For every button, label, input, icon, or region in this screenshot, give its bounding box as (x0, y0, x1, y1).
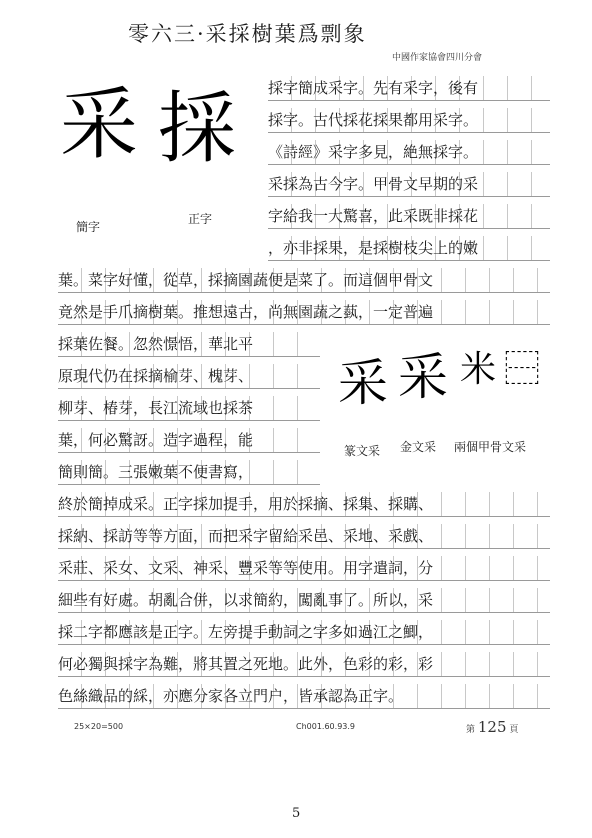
text-line: 色絲織品的綵，亦應分家各立門户，皆承認為正字。 (58, 684, 550, 709)
text-line: 采莊、采女、文采、神采、豐采等等使用。用字遣詞，分 (58, 556, 550, 581)
text-line: ，亦非採果，是採樹枝尖上的嫩 (268, 236, 550, 261)
text-line: 采採為古今字。甲骨文早期的采 (268, 172, 550, 197)
page-number-handwritten: 125 (477, 718, 507, 736)
oracle-glyph-seal: 采 (338, 354, 388, 412)
caption-bronze: 金文采 (400, 440, 437, 454)
caption-standard: 正字 (188, 212, 213, 226)
text-line: 柳芽、椿芽，長江流域也採茶 (58, 396, 320, 421)
text-line: 原現代仍在採摘榆芽、槐芽、 (58, 364, 320, 389)
text-line: 採納、採訪等等方面，而把采字留給采邑、采地、采戲、 (58, 524, 550, 549)
oracle-glyph-bone-1: 米 (460, 349, 497, 390)
text-line: 採字簡成采字。先有采字，後有 (268, 76, 550, 101)
page-label-post: 頁 (509, 725, 519, 735)
text-line: 《詩經》采字多見，絶無採字。 (268, 140, 550, 165)
text-line: 簡則簡。三張嫩葉不便書寫， (58, 460, 320, 485)
text-line: 葉，何必驚訝。造字過程，能 (58, 428, 320, 453)
big-char-standard: 採 (158, 84, 237, 174)
text-line: 採二字都應該是正字。左旁提手動詞之字多如過江之鯽， (58, 620, 550, 645)
text-line: 何必獨與採字為難，將其置之死地。此外，色彩的彩，彩 (58, 652, 550, 677)
manuscript-code: Ch001.60.93.9 (296, 722, 356, 731)
text-line: 竟然是手爪摘樹葉。推想遠古，尚無園蔬之蓺，一定普遍 (58, 300, 550, 325)
page-title: 零六三·采採樹葉爲剽象 (128, 22, 367, 46)
page-label-pre: 第 (466, 725, 476, 735)
text-line: 細些有好處。胡亂合併，以求簡約，闖亂事了。所以，采 (58, 588, 550, 613)
organization-stamp: 中國作家協會四川分會 (392, 53, 483, 63)
oracle-glyph-bronze: 采 (398, 348, 448, 406)
bottom-page-number: 5 (292, 806, 301, 821)
text-line: 字給我一大驚喜，此采既非採花 (268, 204, 550, 229)
grid-spec: 25×20=500 (74, 722, 124, 731)
text-line: 採字。古代採花採果都用采字。 (268, 108, 550, 133)
manuscript-page-number (466, 718, 518, 736)
big-char-simplified: 采 (60, 80, 139, 170)
text-line: 終於簡掉成采。正字採加提手，用於採摘、採集、採購、 (58, 492, 550, 517)
text-line: 採葉佐餐。忽然憬悟，華北平 (58, 332, 320, 357)
caption-simplified: 簡字 (76, 220, 101, 234)
oracle-glyph-bone-2: ⿱ (504, 349, 541, 390)
text-line: 葉。菜字好懂，從草，採摘園蔬便是菜了。而這個甲骨文 (58, 268, 550, 293)
caption-seal: 篆文采 (344, 444, 381, 458)
manuscript-sheet (58, 76, 550, 716)
caption-bone: 兩個甲骨文采 (454, 440, 527, 454)
